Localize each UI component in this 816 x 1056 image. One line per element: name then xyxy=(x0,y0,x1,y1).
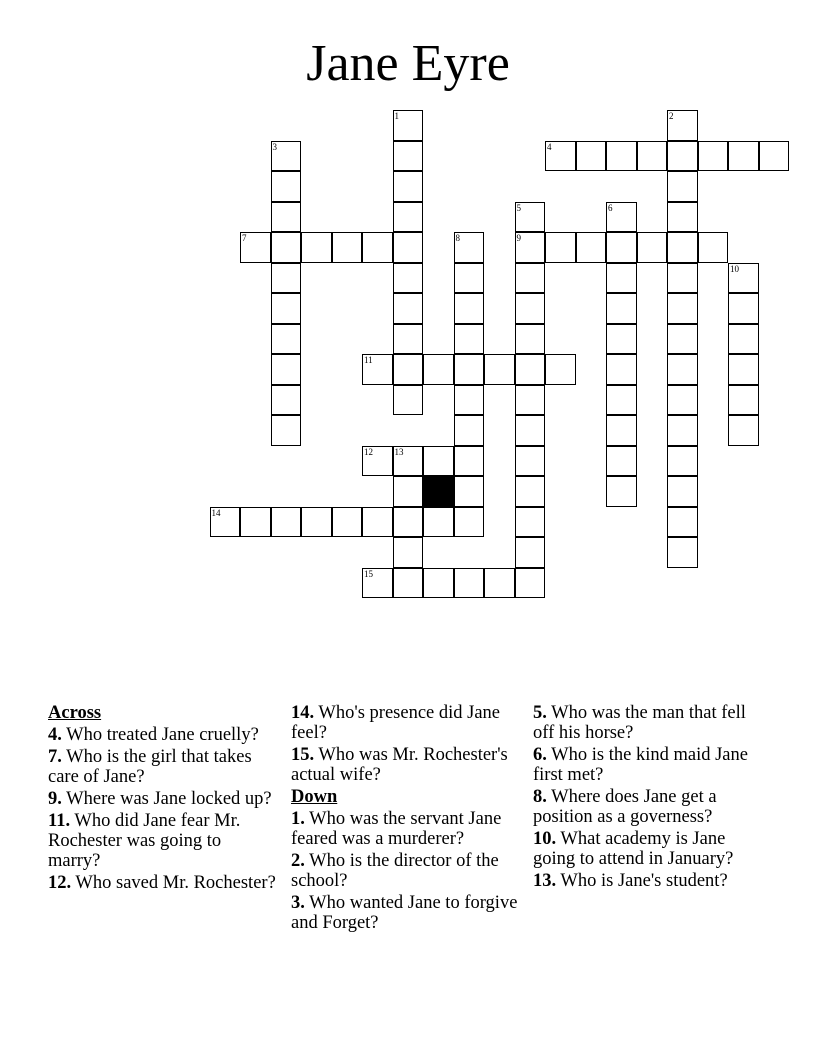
clues-column-3 xyxy=(533,703,768,893)
grid-cell[interactable] xyxy=(454,232,485,263)
grid-cell[interactable] xyxy=(667,385,698,416)
grid-cell[interactable] xyxy=(271,171,302,202)
grid-cell[interactable] xyxy=(271,324,302,355)
grid-cell[interactable] xyxy=(515,293,546,324)
across-heading: Across xyxy=(48,703,102,723)
clue-text: What academy is Jane going to attend in January? xyxy=(533,829,734,869)
grid-cell[interactable] xyxy=(667,171,698,202)
clue-number: 2. xyxy=(291,851,305,871)
grid-cell[interactable] xyxy=(667,232,698,263)
grid-cell[interactable] xyxy=(271,415,302,446)
grid-cell[interactable] xyxy=(484,568,515,599)
grid-cell[interactable] xyxy=(454,385,485,416)
cell-number: 12 xyxy=(364,446,373,457)
clue-text: Where was Jane locked up? xyxy=(66,789,272,809)
grid-cell[interactable] xyxy=(332,232,363,263)
grid-cell[interactable] xyxy=(423,507,454,538)
grid-cell[interactable] xyxy=(728,354,759,385)
grid-cell[interactable] xyxy=(728,385,759,416)
grid-cell[interactable] xyxy=(454,507,485,538)
clue-down-2 xyxy=(291,851,519,891)
grid-cell[interactable] xyxy=(667,537,698,568)
grid-cell[interactable] xyxy=(667,293,698,324)
grid-cell[interactable] xyxy=(393,324,424,355)
clue-number: 1. xyxy=(291,809,305,829)
grid-cell[interactable] xyxy=(667,476,698,507)
cell-number: 9 xyxy=(516,233,521,243)
grid-cell[interactable] xyxy=(637,232,668,263)
grid-cell[interactable] xyxy=(606,232,637,263)
grid-cell[interactable] xyxy=(515,385,546,416)
cell-number: 15 xyxy=(364,568,373,579)
clue-number: 7. xyxy=(48,747,62,767)
grid-cell[interactable] xyxy=(393,354,424,385)
grid-cell[interactable] xyxy=(271,354,302,385)
grid-cell[interactable] xyxy=(606,263,637,294)
grid-cell[interactable] xyxy=(576,141,607,172)
grid-cell[interactable] xyxy=(271,202,302,233)
grid-cell[interactable] xyxy=(606,324,637,355)
clue-number: 13. xyxy=(533,871,557,891)
grid-cell[interactable] xyxy=(606,354,637,385)
grid-cell[interactable] xyxy=(545,354,576,385)
grid-cell[interactable] xyxy=(637,141,668,172)
clue-down-10 xyxy=(533,829,768,869)
page-title: Jane Eyre xyxy=(306,35,510,92)
cell-number: 8 xyxy=(455,233,460,243)
grid-cell[interactable] xyxy=(667,507,698,538)
clue-text: Who did Jane fear Mr. Rochester was going to marry? xyxy=(48,811,241,871)
grid-cell[interactable] xyxy=(484,354,515,385)
grid-cell[interactable] xyxy=(393,568,424,599)
cell-number: 1 xyxy=(394,111,399,121)
cell-number: 13 xyxy=(394,446,404,457)
grid-cell[interactable] xyxy=(515,202,546,233)
grid-cell[interactable] xyxy=(667,202,698,233)
grid-cell[interactable] xyxy=(728,293,759,324)
grid-cell[interactable] xyxy=(393,110,424,141)
grid-cell[interactable] xyxy=(515,415,546,446)
cell-number: 11 xyxy=(364,355,373,365)
clue-across-9 xyxy=(48,789,276,809)
grid-cell-blocked xyxy=(423,476,454,507)
clue-down-8 xyxy=(533,787,768,827)
clue-down-13 xyxy=(533,871,768,891)
grid-cell[interactable] xyxy=(454,568,485,599)
grid-cell[interactable] xyxy=(393,537,424,568)
clue-across-14 xyxy=(291,703,519,743)
clue-number: 8. xyxy=(533,787,547,807)
grid-cell[interactable] xyxy=(515,537,546,568)
clue-text: Who is the kind maid Jane first met? xyxy=(533,745,748,785)
clue-across-11 xyxy=(48,811,276,871)
grid-cell[interactable] xyxy=(545,232,576,263)
cell-number: 14 xyxy=(211,507,221,518)
grid-cell[interactable] xyxy=(728,141,759,172)
grid-cell[interactable] xyxy=(271,385,302,416)
clue-down-3 xyxy=(291,893,519,933)
cell-number: 4 xyxy=(547,141,552,152)
grid-cell[interactable] xyxy=(667,263,698,294)
clue-text: Who is the director of the school? xyxy=(291,851,499,891)
grid-cell[interactable] xyxy=(667,324,698,355)
grid-cell[interactable] xyxy=(606,476,637,507)
grid-cell[interactable] xyxy=(393,171,424,202)
clue-number: 5. xyxy=(533,703,547,723)
clue-text: Who saved Mr. Rochester? xyxy=(75,873,276,893)
grid-cell[interactable] xyxy=(454,293,485,324)
grid-cell[interactable] xyxy=(423,354,454,385)
clue-across-7 xyxy=(48,747,276,787)
grid-cell[interactable] xyxy=(332,507,363,538)
clue-text: Who treated Jane cruelly? xyxy=(66,725,259,745)
grid-cell[interactable] xyxy=(667,446,698,477)
grid-cell[interactable] xyxy=(606,293,637,324)
grid-cell[interactable] xyxy=(515,324,546,355)
grid-cell[interactable] xyxy=(393,385,424,416)
grid-cell[interactable] xyxy=(576,232,607,263)
clue-text: Who is Jane's student? xyxy=(560,871,728,891)
clues-column-2 xyxy=(291,703,519,935)
clue-number: 12. xyxy=(48,873,72,893)
grid-cell[interactable] xyxy=(454,263,485,294)
grid-cell[interactable] xyxy=(362,354,393,385)
grid-cell[interactable] xyxy=(393,232,424,263)
grid-cell[interactable] xyxy=(240,507,271,538)
clue-across-15 xyxy=(291,745,519,785)
grid-cell[interactable] xyxy=(667,141,698,172)
clue-down-6 xyxy=(533,745,768,785)
grid-cell[interactable] xyxy=(454,476,485,507)
grid-cell[interactable] xyxy=(454,446,485,477)
clue-text: Who is the girl that takes care of Jane? xyxy=(48,747,252,787)
grid-cell[interactable] xyxy=(423,568,454,599)
grid-cell[interactable] xyxy=(606,385,637,416)
grid-cell[interactable] xyxy=(545,141,576,172)
cell-number: 6 xyxy=(608,202,613,213)
grid-cell[interactable] xyxy=(515,263,546,294)
grid-cell[interactable] xyxy=(271,507,302,538)
clue-across-12 xyxy=(48,873,276,893)
grid-cell[interactable] xyxy=(515,232,546,263)
grid-cell[interactable] xyxy=(454,354,485,385)
grid-cell[interactable] xyxy=(667,354,698,385)
grid-cell[interactable] xyxy=(393,202,424,233)
grid-cell[interactable] xyxy=(393,446,424,477)
clue-number: 11. xyxy=(48,811,71,831)
grid-cell[interactable] xyxy=(515,446,546,477)
grid-cell[interactable] xyxy=(606,446,637,477)
grid-cell[interactable] xyxy=(515,476,546,507)
clue-number: 9. xyxy=(48,789,62,809)
grid-cell[interactable] xyxy=(393,141,424,172)
grid-cell[interactable] xyxy=(606,141,637,172)
grid-cell[interactable] xyxy=(271,232,302,263)
grid-cell[interactable] xyxy=(454,324,485,355)
grid-cell[interactable] xyxy=(271,263,302,294)
grid-cell[interactable] xyxy=(515,507,546,538)
grid-cell[interactable] xyxy=(454,415,485,446)
clue-number: 4. xyxy=(48,725,62,745)
grid-cell[interactable] xyxy=(728,263,759,294)
clue-across-4 xyxy=(48,725,276,745)
grid-cell[interactable] xyxy=(393,507,424,538)
grid-cell[interactable] xyxy=(362,568,393,599)
grid-cell[interactable] xyxy=(759,141,790,172)
cell-number: 2 xyxy=(669,111,674,121)
clue-text: Who's presence did Jane feel? xyxy=(291,703,501,743)
grid-cell[interactable] xyxy=(393,293,424,324)
grid-cell[interactable] xyxy=(393,476,424,507)
clue-text: Who was Mr. Rochester's actual wife? xyxy=(291,745,508,785)
grid-cell[interactable] xyxy=(423,446,454,477)
clue-number: 10. xyxy=(533,829,557,849)
grid-cell[interactable] xyxy=(698,141,729,172)
grid-cell[interactable] xyxy=(515,568,546,599)
clue-number: 14. xyxy=(291,703,315,723)
clues-column-1 xyxy=(48,703,276,895)
down-heading: Down xyxy=(291,787,338,807)
grid-cell[interactable] xyxy=(362,446,393,477)
grid-cell[interactable] xyxy=(301,507,332,538)
grid-cell[interactable] xyxy=(698,232,729,263)
grid-cell[interactable] xyxy=(393,263,424,294)
clue-text: Who was the man that fell off his horse? xyxy=(533,703,746,743)
clue-down-5 xyxy=(533,703,768,743)
grid-cell[interactable] xyxy=(728,324,759,355)
grid-cell[interactable] xyxy=(606,415,637,446)
grid-cell[interactable] xyxy=(210,507,241,538)
grid-cell[interactable] xyxy=(362,232,393,263)
grid-cell[interactable] xyxy=(667,415,698,446)
grid-cell[interactable] xyxy=(606,202,637,233)
clue-number: 15. xyxy=(291,745,315,765)
grid-cell[interactable] xyxy=(362,507,393,538)
clue-text: Where does Jane get a position as a governess? xyxy=(533,787,717,827)
clue-text: Who was the servant Jane feared was a murderer? xyxy=(291,809,502,849)
clue-down-1 xyxy=(291,809,519,849)
grid-cell[interactable] xyxy=(240,232,271,263)
grid-cell[interactable] xyxy=(667,110,698,141)
clue-number: 3. xyxy=(291,893,305,913)
cell-number: 3 xyxy=(272,141,277,152)
cell-number: 7 xyxy=(242,233,247,243)
grid-cell[interactable] xyxy=(301,232,332,263)
clue-text: Who wanted Jane to forgive and Forget? xyxy=(291,893,518,933)
cell-number: 5 xyxy=(516,202,521,213)
grid-cell[interactable] xyxy=(728,415,759,446)
cell-number: 10 xyxy=(730,263,739,274)
grid-cell[interactable] xyxy=(515,354,546,385)
grid-cell[interactable] xyxy=(271,293,302,324)
grid-cell[interactable] xyxy=(271,141,302,172)
clue-number: 6. xyxy=(533,745,547,765)
